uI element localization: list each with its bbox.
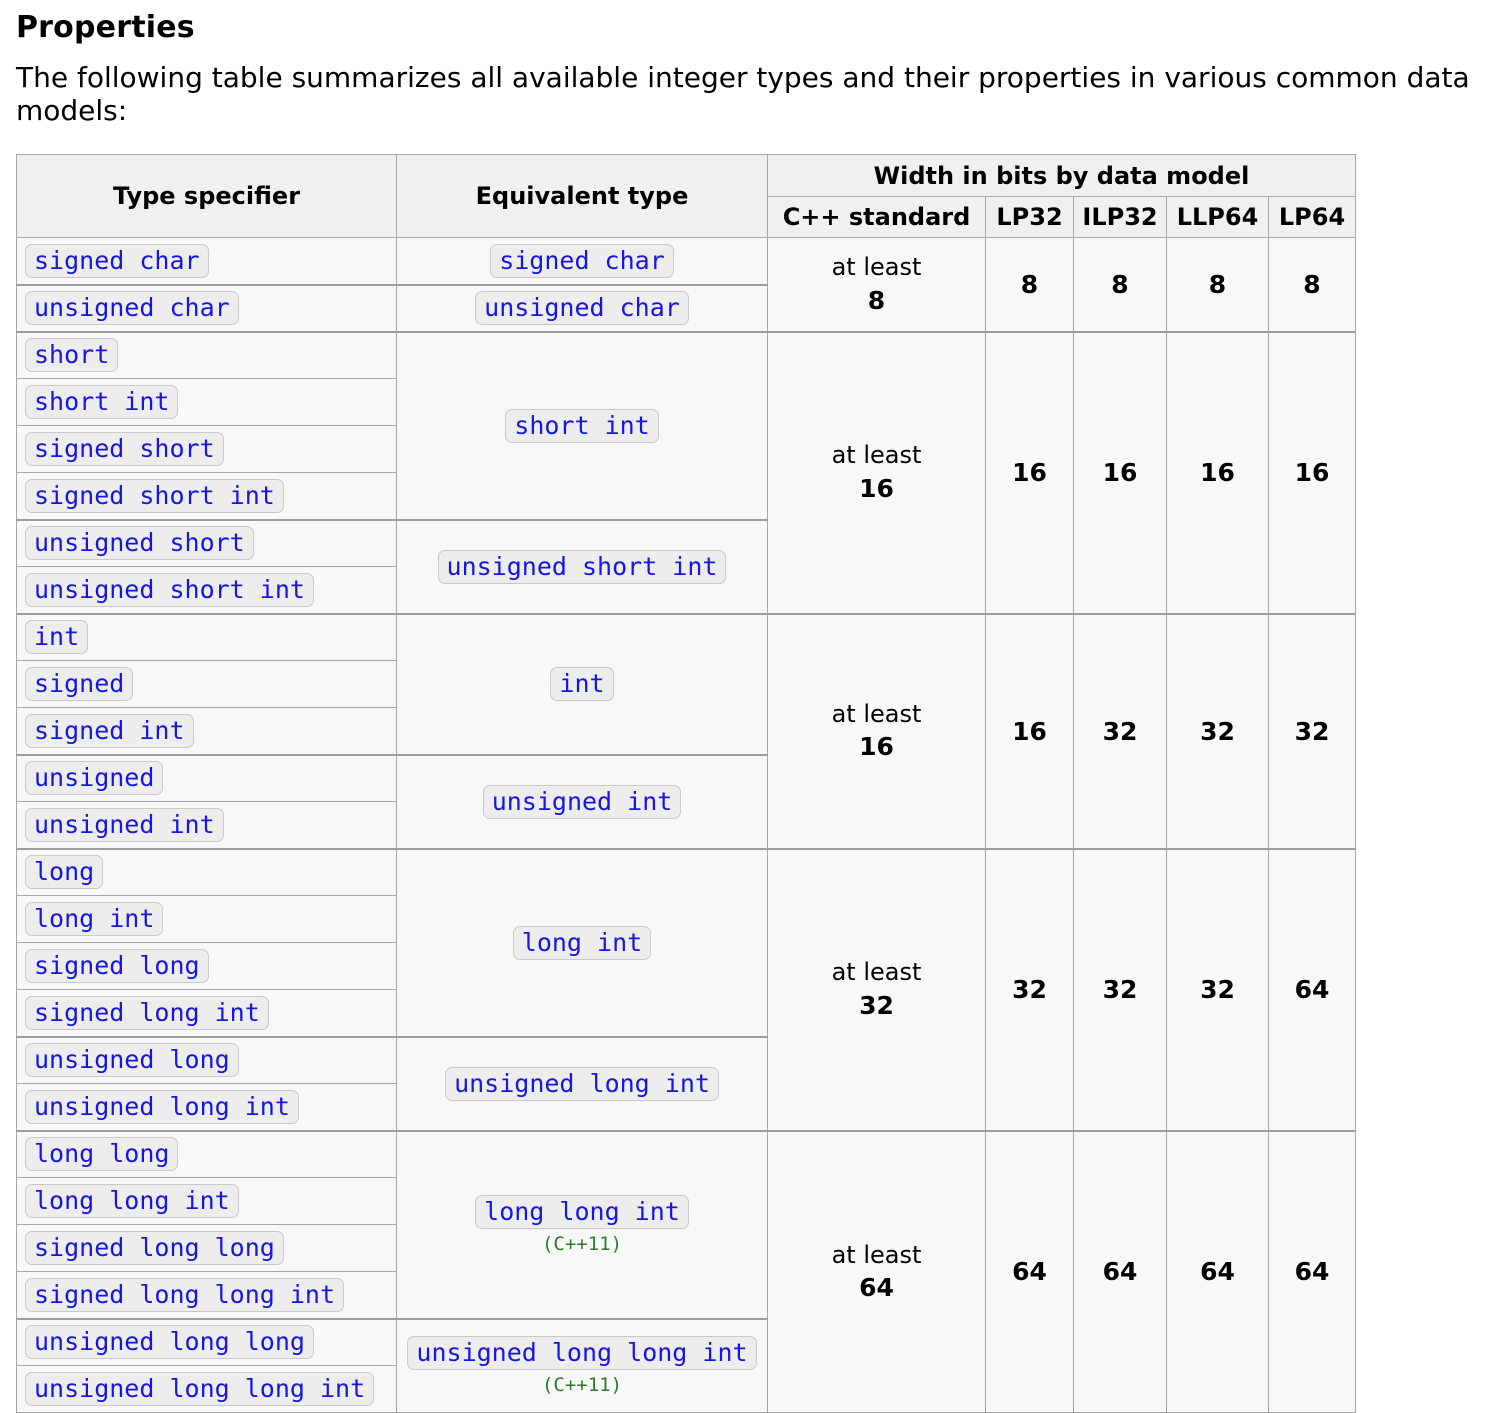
integer-types-table <box>16 154 1356 1413</box>
type-specifier-cell <box>17 1037 397 1084</box>
type-specifier-cell <box>17 379 397 426</box>
type-link[interactable]: signed char <box>490 244 674 278</box>
header-model-lp32: LP32 <box>986 197 1074 238</box>
type-link[interactable]: long long int <box>25 1184 239 1218</box>
type-link[interactable]: signed <box>25 667 133 701</box>
type-specifier-cell <box>17 802 397 849</box>
type-specifier-cell <box>17 849 397 896</box>
type-link[interactable]: long int <box>513 926 651 960</box>
type-specifier-cell <box>17 238 397 285</box>
equivalent-type-cell <box>397 520 768 614</box>
version-note: (C++11) <box>541 1373 623 1396</box>
at-least-label: at least <box>831 253 922 282</box>
width-value-cell: 32 <box>1167 614 1269 849</box>
type-link[interactable]: long int <box>25 902 163 936</box>
equivalent-type-cell <box>397 849 768 1037</box>
type-specifier-cell <box>17 1131 397 1178</box>
header-model-llp64: LLP64 <box>1167 197 1269 238</box>
types-table-body <box>17 238 1356 1413</box>
width-value-cell: 32 <box>1269 614 1356 849</box>
width-value-cell: 16 <box>1167 332 1269 614</box>
type-link[interactable]: signed long long <box>25 1231 284 1265</box>
type-link[interactable]: unsigned long int <box>445 1067 719 1101</box>
header-model-cpp-standard: C++ standard <box>768 197 986 238</box>
type-link[interactable]: unsigned long long int <box>407 1336 756 1370</box>
table-row <box>17 849 1356 896</box>
type-specifier-cell <box>17 1319 397 1366</box>
width-value-cell: 8 <box>1074 238 1167 332</box>
type-link[interactable]: long <box>25 855 103 889</box>
type-specifier-cell <box>17 661 397 708</box>
type-link[interactable]: unsigned int <box>483 785 682 819</box>
at-least-label: at least <box>831 958 922 987</box>
width-value-cell: 64 <box>1167 1131 1269 1413</box>
type-link[interactable]: unsigned short <box>25 526 254 560</box>
table-row <box>17 1131 1356 1178</box>
width-value-cell: 32 <box>1167 849 1269 1131</box>
type-specifier-cell <box>17 708 397 755</box>
width-value-cell: 64 <box>1269 849 1356 1131</box>
type-link[interactable]: int <box>25 620 88 654</box>
type-link[interactable]: long long int <box>475 1195 689 1229</box>
width-value-cell: 64 <box>986 1131 1074 1413</box>
type-specifier-cell <box>17 426 397 473</box>
type-link[interactable]: long long <box>25 1137 178 1171</box>
page-title: Properties <box>16 10 195 45</box>
type-link[interactable]: unsigned short int <box>25 573 314 607</box>
width-value-cell: 16 <box>1074 332 1167 614</box>
type-link[interactable]: signed int <box>25 714 194 748</box>
type-link[interactable]: short int <box>505 409 658 443</box>
type-specifier-cell <box>17 1225 397 1272</box>
width-value-cell: 8 <box>1269 238 1356 332</box>
type-link[interactable]: signed short <box>25 432 224 466</box>
type-link[interactable]: int <box>550 667 613 701</box>
type-link[interactable]: short <box>25 338 118 372</box>
type-link[interactable]: unsigned int <box>25 808 224 842</box>
header-width-group: Width in bits by data model <box>768 155 1356 197</box>
equivalent-type-cell <box>397 755 768 849</box>
width-value-cell: 32 <box>1074 849 1167 1131</box>
at-least-label: at least <box>831 1240 922 1269</box>
width-standard-cell <box>768 238 986 332</box>
type-link[interactable]: unsigned long int <box>25 1090 299 1124</box>
at-least-value: 32 <box>859 990 894 1020</box>
header-model-lp64: LP64 <box>1269 197 1356 238</box>
type-specifier-cell <box>17 1084 397 1131</box>
type-specifier-cell <box>17 990 397 1037</box>
equivalent-type-cell <box>397 332 768 520</box>
width-value-cell: 16 <box>1269 332 1356 614</box>
type-link[interactable]: signed long int <box>25 996 269 1030</box>
type-specifier-cell <box>17 1178 397 1225</box>
type-specifier-cell <box>17 896 397 943</box>
type-specifier-cell <box>17 332 397 379</box>
width-value-cell: 8 <box>986 238 1074 332</box>
type-link[interactable]: signed char <box>25 244 209 278</box>
type-link[interactable]: signed long long int <box>25 1278 344 1312</box>
intro-text: The following table summarizes all available integer types and their properties in various common data models: <box>16 61 1470 127</box>
type-link[interactable]: unsigned char <box>25 291 239 325</box>
table-row <box>17 332 1356 379</box>
width-standard-cell <box>768 332 986 614</box>
width-value-cell: 64 <box>1074 1131 1167 1413</box>
type-link[interactable]: unsigned <box>25 761 163 795</box>
equivalent-type-cell <box>397 285 768 332</box>
type-link[interactable]: signed short int <box>25 479 284 513</box>
width-standard-cell <box>768 1131 986 1413</box>
width-value-cell: 64 <box>1269 1131 1356 1413</box>
equivalent-type-cell <box>397 1037 768 1131</box>
table-row <box>17 238 1356 285</box>
header-equivalent-type: Equivalent type <box>397 155 768 238</box>
type-specifier-cell <box>17 520 397 567</box>
width-value-cell: 32 <box>986 849 1074 1131</box>
width-standard-cell <box>768 849 986 1131</box>
table-row <box>17 614 1356 661</box>
at-least-value: 16 <box>859 473 894 503</box>
type-specifier-cell <box>17 1366 397 1413</box>
header-model-ilp32: ILP32 <box>1074 197 1167 238</box>
at-least-value: 16 <box>859 732 894 762</box>
type-specifier-cell <box>17 614 397 661</box>
type-link[interactable]: unsigned long long int <box>25 1372 374 1406</box>
equivalent-type-cell <box>397 614 768 755</box>
type-link[interactable]: unsigned char <box>475 291 689 325</box>
equivalent-type-cell <box>397 238 768 285</box>
width-value-cell: 8 <box>1167 238 1269 332</box>
at-least-label: at least <box>831 441 922 470</box>
type-specifier-cell <box>17 943 397 990</box>
type-specifier-cell <box>17 1272 397 1319</box>
equivalent-type-cell <box>397 1319 768 1413</box>
type-specifier-cell <box>17 567 397 614</box>
type-link[interactable]: short int <box>25 385 178 419</box>
width-value-cell: 16 <box>986 614 1074 849</box>
at-least-value: 8 <box>867 285 886 315</box>
at-least-label: at least <box>831 699 922 728</box>
type-link[interactable]: unsigned long <box>25 1043 239 1077</box>
width-value-cell: 16 <box>986 332 1074 614</box>
width-standard-cell <box>768 614 986 849</box>
header-type-specifier: Type specifier <box>17 155 397 238</box>
width-value-cell: 32 <box>1074 614 1167 849</box>
type-specifier-cell <box>17 285 397 332</box>
at-least-value: 64 <box>859 1273 894 1303</box>
version-note: (C++11) <box>541 1232 623 1255</box>
type-link[interactable]: signed long <box>25 949 209 983</box>
type-link[interactable]: unsigned short int <box>438 550 727 584</box>
equivalent-type-cell <box>397 1131 768 1319</box>
type-specifier-cell <box>17 755 397 802</box>
type-link[interactable]: unsigned long long <box>25 1325 314 1359</box>
type-specifier-cell <box>17 473 397 520</box>
